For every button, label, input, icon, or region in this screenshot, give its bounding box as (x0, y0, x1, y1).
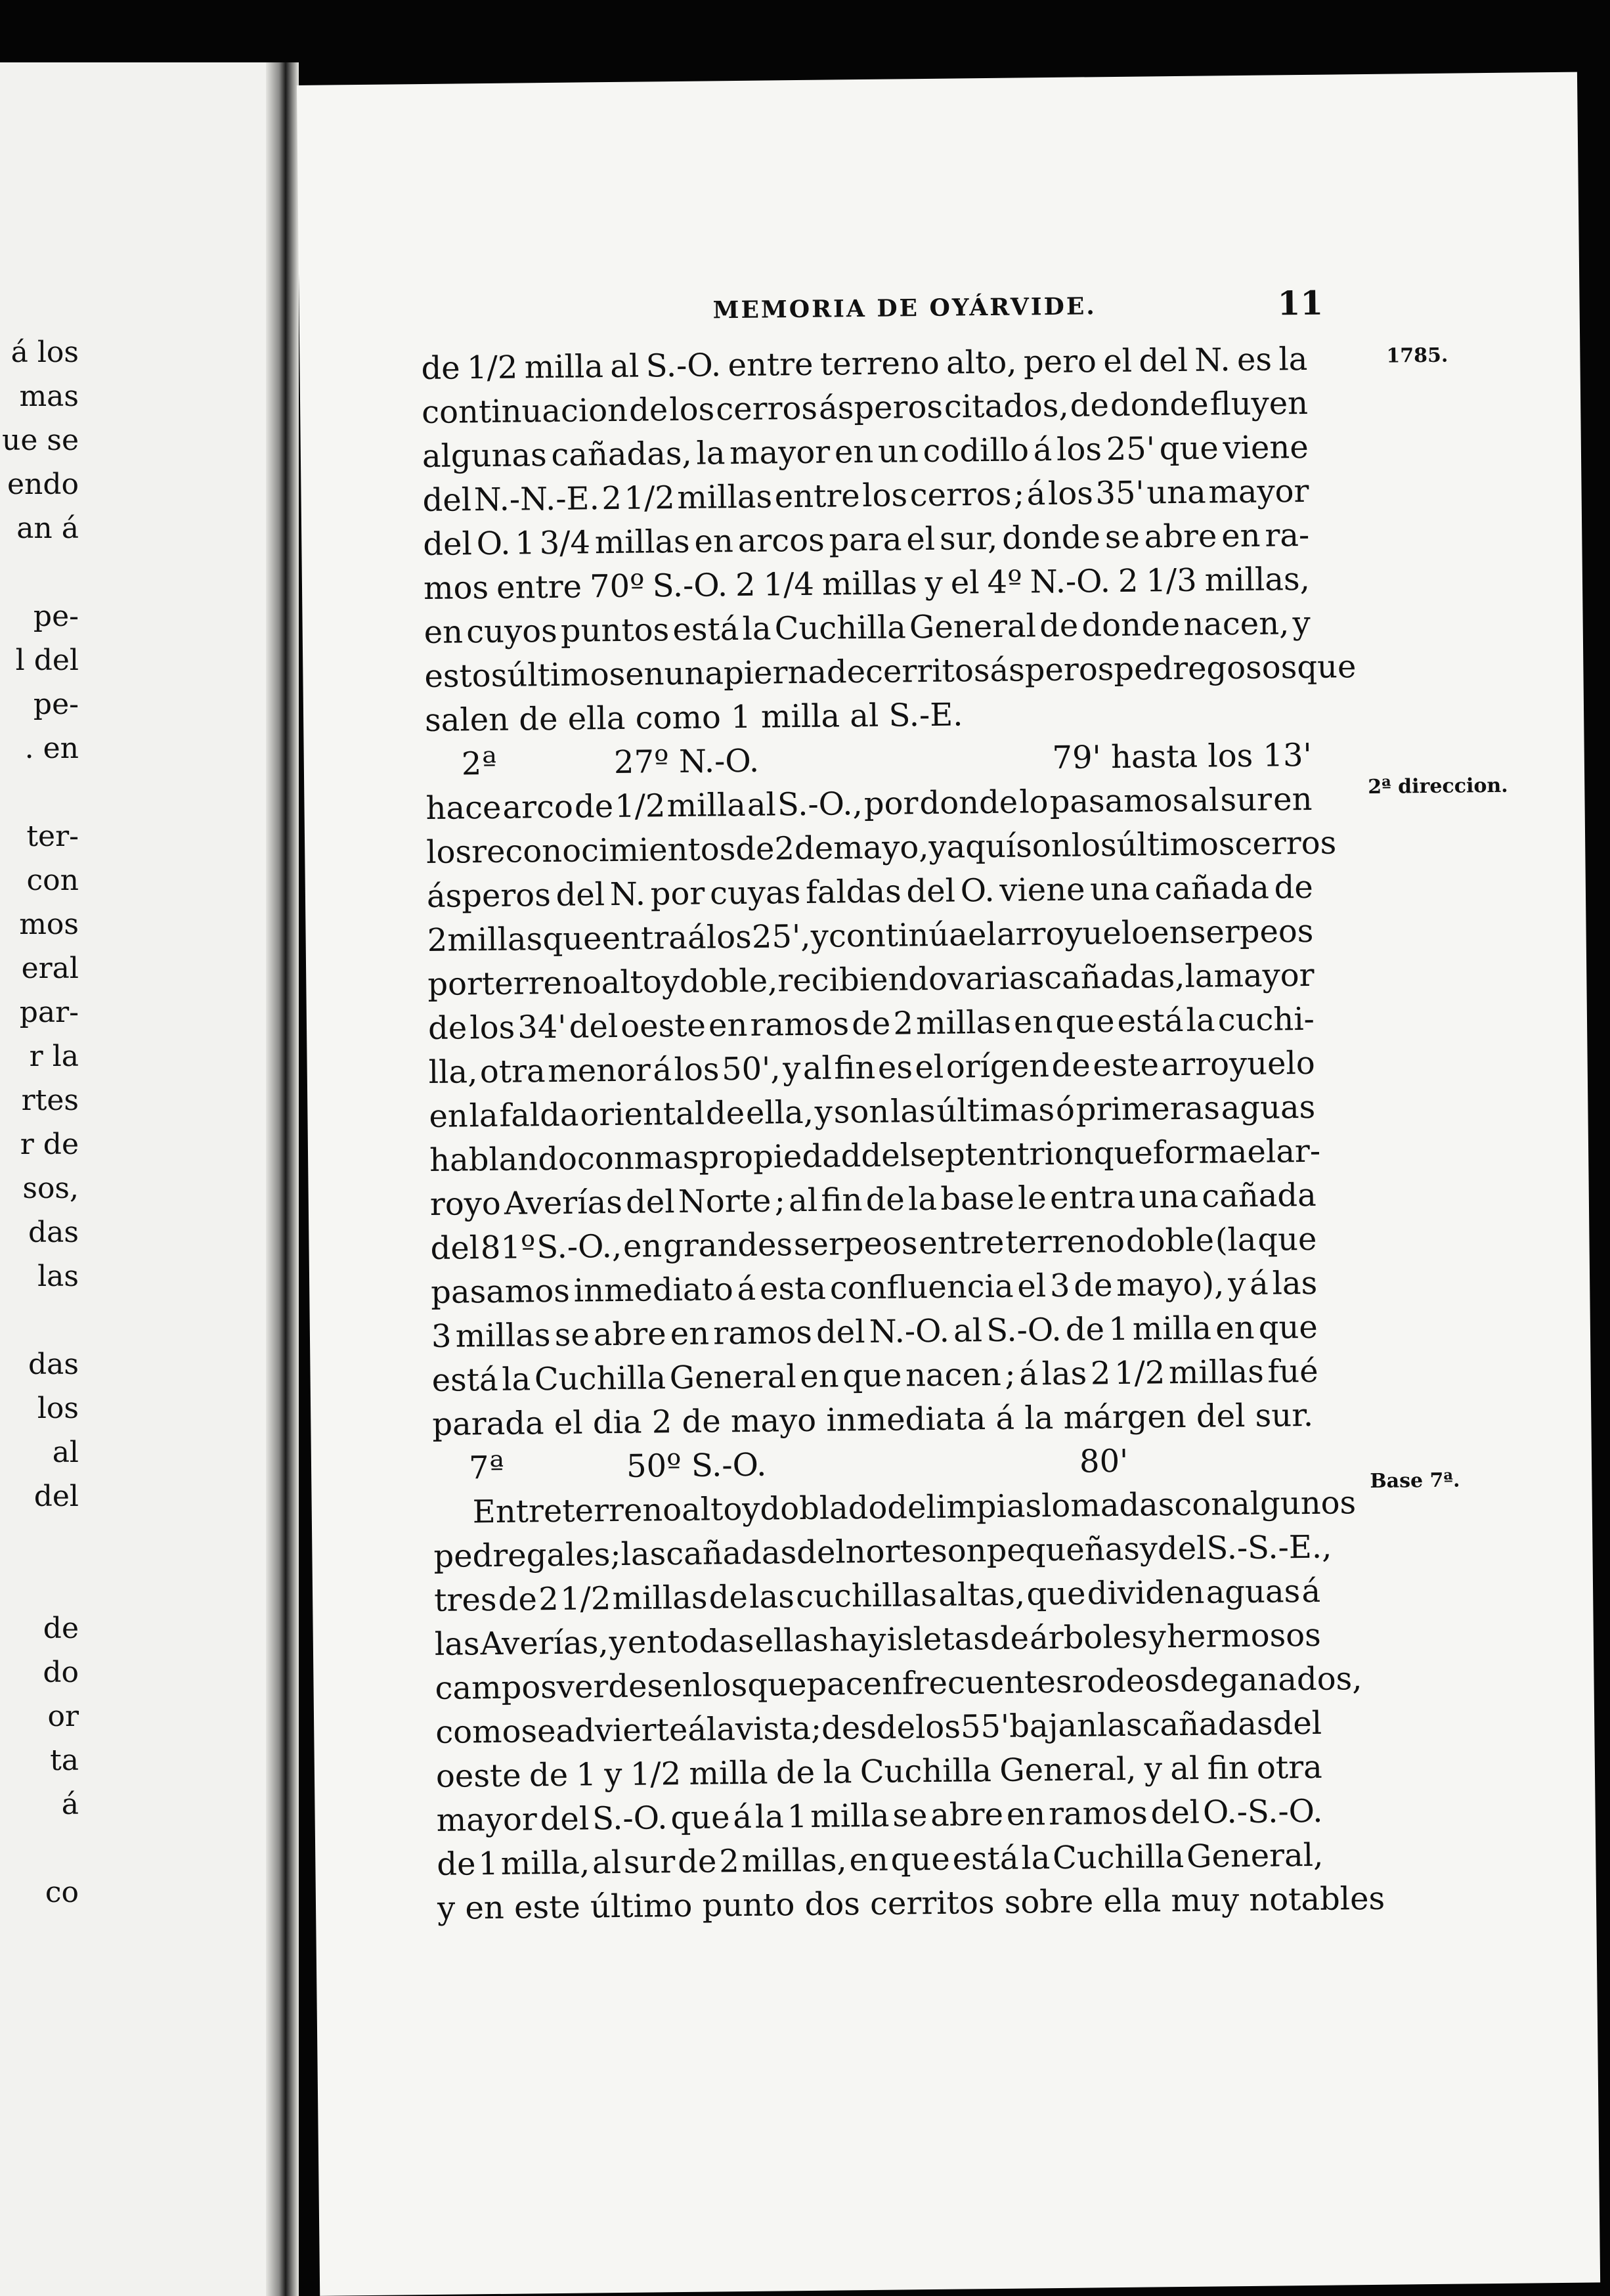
previous-page-line: rtes (21, 1084, 79, 1117)
text-line: continuacion de los cerros ásperos citados, de donde fluyen (421, 384, 1309, 431)
previous-page-line: ue se (2, 424, 79, 457)
text-line: parada el dia 2 de mayo inmediata á la márgen del sur. (432, 1396, 1314, 1443)
book-gutter (266, 62, 299, 2296)
margin-note-year: 1785. (1386, 343, 1448, 368)
text-line: royo Averías del Norte ; al fin de la base le entra una cañada (429, 1176, 1316, 1223)
running-header: MEMORIA DE OYÁRVIDE. (712, 292, 1097, 324)
previous-page-line: del (33, 1480, 79, 1513)
previous-page-line: eral (21, 952, 79, 985)
entry-number: 7ª (468, 1449, 504, 1487)
entry-bearing: 27º N.-O. (613, 742, 760, 781)
previous-page-line: par- (19, 996, 79, 1029)
text-line: del O. 1 3/4 millas en arcos para el sur, donde se abre en ra- (423, 516, 1310, 563)
book-page (297, 72, 1600, 2296)
entry-distance: 79' hasta los 13' (1052, 736, 1313, 777)
text-line: campos verdes en los que pacen frecuentes rodeos de ganados, (435, 1660, 1362, 1707)
previous-page-line: los (37, 1392, 79, 1425)
text-line: del 81º S.-O., en grandes serpeos entre terreno doble (la que (430, 1220, 1317, 1267)
text-line: por terreno alto y doble, recibiendo varias cañadas, la mayor (427, 956, 1315, 1003)
paragraph-1 (421, 338, 1357, 743)
paragraph-3 (433, 1482, 1385, 1931)
previous-page-line: mas (19, 380, 79, 413)
previous-page-line: mos (19, 908, 79, 941)
text-line: los reconocimientos de 2 de mayo, y aquí son los últimos cerros (425, 824, 1337, 871)
margin-note-direction: 2ª direccion. (1368, 774, 1508, 799)
previous-page-line: an á (16, 512, 79, 545)
previous-page-line: endo (7, 468, 79, 501)
previous-page-line: co (45, 1876, 79, 1909)
previous-page-line: das (28, 1348, 79, 1381)
text-line: como se advierte á la vista ; desde los 55' bajan las cañadas del (435, 1704, 1322, 1751)
text-line: salen de ella como 1 milla al S.-E. (424, 696, 963, 740)
text-line: mayor del S.-O. que á la 1 milla se abre en ramos del O.-S.-O. (436, 1792, 1323, 1839)
text-line: de los 34' del oeste en ramos de 2 millas en que está la cuchi- (427, 1000, 1315, 1047)
previous-page-line: con (26, 864, 79, 897)
text-line: de 1 milla, al sur de 2 millas, en que está la Cuchilla General, (437, 1836, 1324, 1883)
previous-page-line: or (47, 1700, 79, 1733)
previous-page-line: al (52, 1436, 79, 1469)
previous-page (0, 62, 279, 2296)
previous-page-line: . en (24, 732, 79, 765)
text-line: en la falda oriental de ella, y son las últimas ó primeras aguas (429, 1088, 1316, 1135)
previous-page-line: do (43, 1656, 79, 1689)
entry-distance: 80' (1079, 1442, 1129, 1480)
previous-page-line: pe- (33, 600, 79, 633)
previous-page-line: r de (20, 1128, 79, 1161)
text-line: hace arco de 1/2 milla al S.-O., por donde lo pasamos al sur en (425, 780, 1313, 828)
margin-note-base: Base 7ª. (1370, 1468, 1460, 1493)
previous-page-line: r la (29, 1040, 79, 1073)
text-line: del N.-N.-E. 2 1/2 millas entre los cerros ; á los 35' una mayor (422, 472, 1309, 519)
text-line: mos entre 70º S.-O. 2 1/4 millas y el 4º N.-O. 2 1/3 millas, (423, 560, 1311, 607)
text-line: en cuyos puntos está la Cuchilla General de donde nacen, y (424, 604, 1311, 651)
previous-page-line: ter- (26, 820, 79, 853)
text-line: y en este último punto dos cerritos sobre ella muy notables (437, 1880, 1385, 1927)
text-line: de 1/2 milla al S.-O. entre terreno alto, pero el del N. es la (421, 340, 1308, 387)
text-line: ásperos del N. por cuyas faldas del O. viene una cañada de (426, 868, 1314, 915)
previous-page-line: ta (50, 1744, 79, 1777)
page-number: 11 (1277, 283, 1324, 323)
previous-page-line: l del (15, 644, 79, 677)
previous-page-line: das (28, 1216, 79, 1249)
previous-page-line: sos, (22, 1172, 79, 1205)
entry-number: 2ª (461, 745, 497, 783)
text-line: las Averías, y en todas ellas hay isletas de árboles y hermosos (434, 1616, 1322, 1663)
previous-page-line: pe- (33, 688, 79, 721)
previous-page-line: las (37, 1260, 79, 1293)
paragraph-2 (425, 778, 1337, 1447)
text-line: estos últimos en una pierna de cerritos ásperos pedregosos que (424, 648, 1357, 695)
text-line: pasamos inmediato á esta confluencia el 3 de mayo), y á las (430, 1264, 1318, 1311)
previous-page-line: á (61, 1788, 79, 1821)
text-line: 3 millas se abre en ramos del N.-O. al S.-O. de 1 milla en que (431, 1308, 1318, 1355)
text-line: Entre terreno alto y doblado de limpias lomadas con algunos (472, 1484, 1357, 1531)
entry-bearing: 50º S.-O. (626, 1446, 767, 1485)
text-line: tres de 2 1/2 millas de las cuchillas altas, que dividen aguas á (433, 1572, 1321, 1619)
body-text (421, 338, 1385, 1931)
text-line: lla, otra menor á los 50', y al fin es el orígen de este arroyuelo (428, 1044, 1315, 1091)
previous-page-line: á los (11, 336, 79, 369)
text-line: algunas cañadas, la mayor en un codillo á los 25' que viene (422, 428, 1309, 475)
previous-page-line: de (43, 1612, 79, 1645)
text-line: 2 millas que entra á los 25', y continúa el arroyuelo en serpeos (427, 912, 1314, 959)
text-line: oeste de 1 y 1/2 milla de la Cuchilla General, y al fin otra (435, 1748, 1323, 1795)
text-line: está la Cuchilla General en que nacen ; á las 2 1/2 millas fué (431, 1352, 1318, 1399)
text-line: pedregales ; las cañadas del norte son pequeñas y del S.-S.-E., (433, 1528, 1332, 1575)
text-line: hablando con mas propiedad del septentrion que forma el ar- (429, 1132, 1321, 1179)
